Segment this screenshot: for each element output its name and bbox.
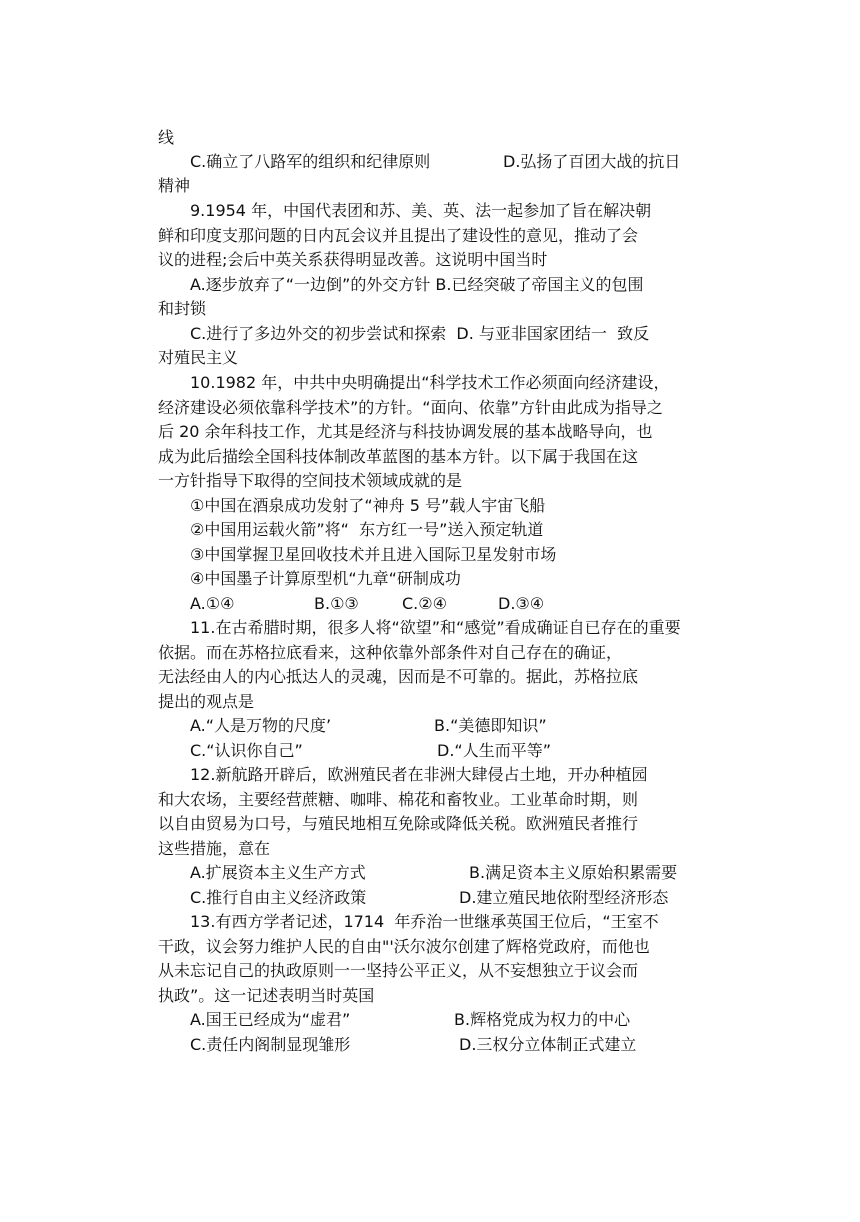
q9-options-cd-continuation: 对殖民主义 (158, 348, 239, 367)
q11-stem-line2: 依据。而在苏格拉底看来，这种依靠外部条件对自己存在的确证， (158, 643, 623, 662)
q10-option-a: A.①④ (190, 594, 235, 613)
q10-option-c: C.②④ (402, 594, 447, 613)
q9-options-cd: C.进行了多边外交的初步尝试和探索 D. 与亚非国家团结一 致反 (190, 324, 650, 343)
q10-stem-line3: 后 20 余年科技工作，尤其是经济与科技协调发展的基本战略导向，也 (158, 422, 653, 441)
q13-stem-line4: 执政”。这一记述表明当时英国 (158, 986, 375, 1005)
q10-item-1: ①中国在酒泉成功发射了“神舟 5 号”载人宇宙飞船 (190, 496, 546, 515)
q12-option-c: C.推行自由主义经济政策 (190, 888, 367, 907)
q11-option-b: B.“美德即知识” (434, 716, 547, 735)
q13-option-b: B.辉格党成为权力的中心 (454, 1010, 631, 1029)
q13-stem-line1: 13.有西方学者记述，1714 年乔治一世继承英国王位后，“王室不 (190, 912, 659, 931)
q9-options-ab: A.逐步放弃了“一边倒”的外交方针 B.已经突破了帝国主义的包围 (190, 275, 644, 294)
q9-options-ab-continuation: 和封锁 (158, 299, 207, 318)
q10-stem-line1: 10.1982 年，中共中央明确提出“科学技术工作必须面向经济建设， (190, 373, 670, 392)
q10-option-b: B.①③ (314, 594, 359, 613)
q10-item-4: ④中国墨子计算原型机“九章“研制成功 (190, 569, 461, 588)
q11-stem-line1: 11.在古希腊时期，很多人将“欲望”和“感觉”看成确证自已存在的重要 (190, 618, 681, 637)
q12-option-d: D.建立殖民地依附型经济形态 (459, 888, 669, 907)
q11-option-a: A.“人是万物的尺度’ (190, 716, 332, 735)
q10-option-d: D.③④ (498, 594, 545, 613)
q13-option-d: D.三权分立体制正式建立 (459, 1035, 637, 1054)
q8-option-d: D.弘扬了百团大战的抗日 (503, 152, 681, 171)
q12-stem-line1: 12.新航路开辟后，欧洲殖民者在非洲大肆侵占土地，开办种植园 (190, 765, 648, 784)
q12-option-a: A.扩展资本主义生产方式 (190, 863, 366, 882)
q11-stem-line4: 提出的观点是 (158, 692, 255, 711)
q10-stem-line5: 一方针指导下取得的空间技术领域成就的是 (158, 471, 463, 490)
q8-option-c: C.确立了八路军的组织和纪律原则 (190, 152, 431, 171)
q12-stem-line2: 和大农场，主要经营蔗糖、咖啡、棉花和畜牧业。工业革命时期，则 (158, 790, 639, 809)
q13-stem-line3: 从未忘记自己的执政原则一一坚持公平正义，从不妄想独立于议会而 (158, 961, 639, 980)
q12-option-b: B.满足资本主义原始积累需要 (469, 863, 678, 882)
q8-continuation: 线 (158, 128, 175, 147)
q12-stem-line4: 这些措施，意在 (158, 839, 271, 858)
q10-stem-line4: 成为此后描绘全国科技体制改革蓝图的基本方针。以下属于我国在这 (158, 447, 639, 466)
q12-stem-line3: 以自由贸易为口号，与殖民地相互免除或降低关税。欧洲殖民者推行 (158, 814, 639, 833)
q13-option-a: A.国王已经成为“虚君” (190, 1010, 351, 1029)
q9-stem-line2: 鲜和印度支那问题的日内瓦会议并且提出了建设性的意见，推动了会 (158, 226, 639, 245)
q9-stem-line3: 议的进程;会后中英关系获得明显改善。这说明中国当时 (158, 250, 548, 269)
q13-stem-line2: 干政，议会努力维护人民的自由"'沃尔波尔创建了辉格党政府，而他也 (158, 937, 650, 956)
q9-stem-line1: 9.1954 年，中国代表团和苏、美、英、法一起参加了旨在解决朝 (190, 201, 652, 220)
q11-stem-line3: 无法经由人的内心抵达人的灵魂，因而是不可靠的。据此，苏格拉底 (158, 667, 639, 686)
q10-stem-line2: 经济建设必须依靠科学技术”的方针。“面向、依靠”方针由此成为指导之 (158, 398, 663, 417)
q10-item-3: ③中国掌握卫星回收技术并且进入国际卫星发射市场 (190, 545, 557, 564)
q11-option-d: D.“人生而平等” (437, 741, 551, 760)
q13-option-c: C.责任内阁制显现雏形 (190, 1035, 351, 1054)
q10-item-2: ②中国用运载火箭”将“ 东方红一号”送入预定轨道 (190, 520, 544, 539)
q8-option-d-continuation: 精神 (158, 176, 191, 195)
q11-option-c: C.“认识你自己” (190, 741, 303, 760)
